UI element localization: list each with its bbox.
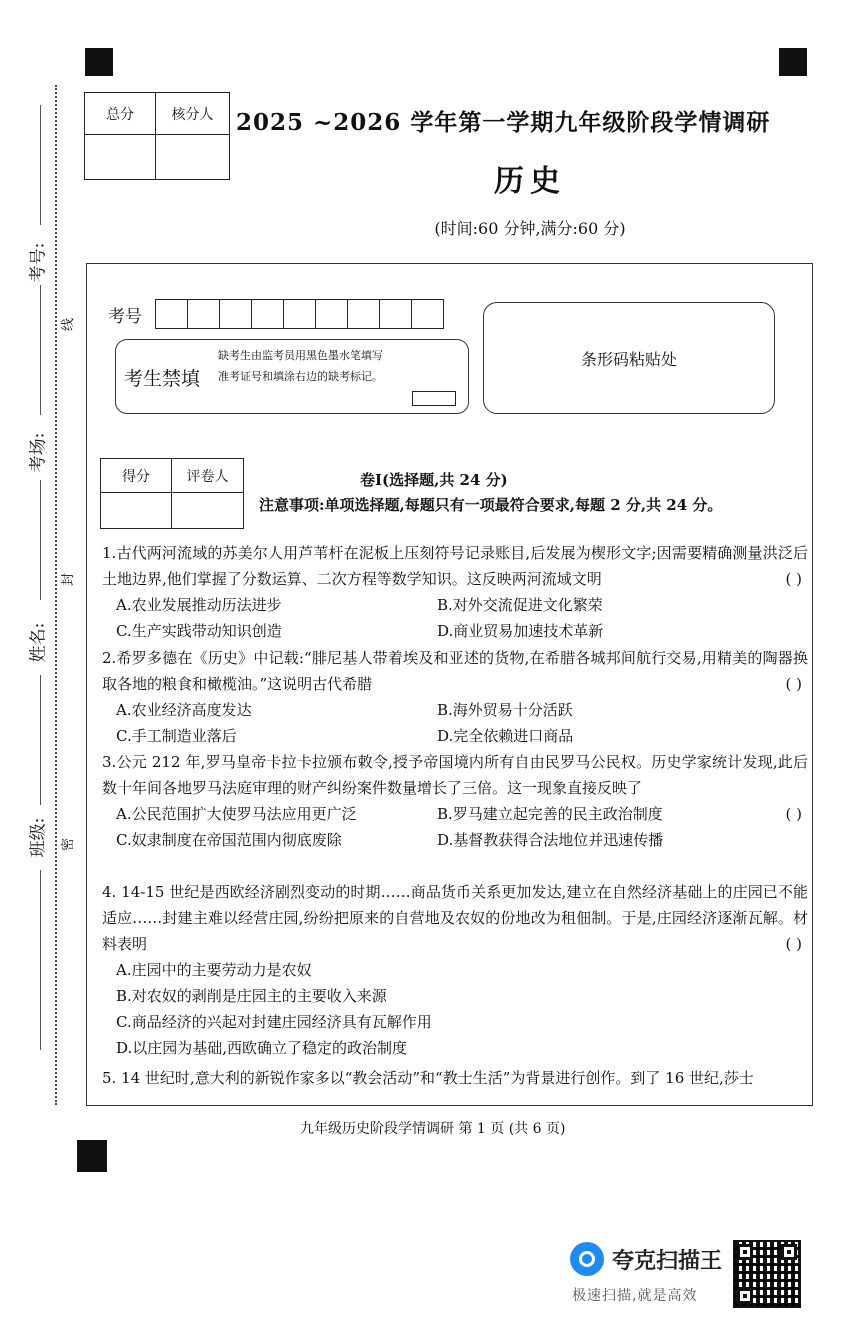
question-5 <box>102 1065 808 1091</box>
scanner-brand-name: 夸克扫描王 <box>612 1248 723 1274</box>
question-4 <box>102 879 808 1061</box>
option-c: C.奴隶制度在帝国范围内彻底废除 <box>116 831 342 849</box>
forbidden-area <box>115 339 469 414</box>
option-d: D.完全依赖进口商品 <box>437 727 574 745</box>
exam-number-box[interactable] <box>283 299 316 329</box>
option-a: A.公民范围扩大使罗马法应用更广泛 <box>116 805 357 823</box>
page-footer: 九年级历史阶段学情调研 第 1 页 (共 6 页) <box>300 1121 566 1137</box>
exam-number-box[interactable] <box>315 299 348 329</box>
option-d: D.商业贸易加速技术革新 <box>437 622 604 640</box>
question-2 <box>102 645 808 749</box>
registration-mark-top-right <box>779 48 807 76</box>
side-label-banji: 班级: <box>28 817 49 858</box>
option-a: A.庄园中的主要劳动力是农奴 <box>116 961 312 979</box>
option-a: A.农业经济高度发达 <box>116 701 252 719</box>
exam-number-box[interactable] <box>411 299 444 329</box>
barcode-area <box>483 302 775 414</box>
question-stem: 2.希罗多德在《历史》中记载:“腓尼基人带着埃及和亚述的货物,在希腊各城邦间航行交易,用精美的陶器换取各地的粮食和橄榄油。”这说明古代希腊 <box>102 649 808 693</box>
time-info: (时间:60 分钟,满分:60 分) <box>434 219 626 238</box>
exam-number-box[interactable] <box>251 299 284 329</box>
answer-bracket[interactable]: ( ) <box>785 570 802 588</box>
option-a: A.农业发展推动历法进步 <box>116 596 282 614</box>
total-score-label: 总分 <box>85 93 156 135</box>
grader-table <box>100 458 244 529</box>
forbidden-title: 考生禁填 <box>124 368 201 390</box>
side-mark-mi: 密 <box>61 837 77 852</box>
total-score-cell[interactable] <box>85 135 156 180</box>
option-b: B.对农奴的剥削是庄园主的主要收入来源 <box>116 987 387 1005</box>
question-stem: 5. 14 世纪时,意大利的新锐作家多以“教会活动”和“教士生活”为背景进行创作。到了 16 世纪,莎士 <box>102 1069 754 1087</box>
registration-mark-top-left <box>85 48 113 76</box>
checker-label: 核分人 <box>156 93 230 135</box>
exam-number-boxes[interactable] <box>155 299 443 329</box>
side-mark-feng: 封 <box>61 572 77 587</box>
grader-score-label: 得分 <box>101 459 172 493</box>
side-mark-xian: 线 <box>61 317 77 332</box>
grader-score-cell[interactable] <box>101 493 172 529</box>
question-stem: 3.公元 212 年,罗马皇帝卡拉卡拉颁布敕令,授予帝国境内所有自由民罗马公民权。历史学家统计发现,此后数十年间各地罗马法庭审理的财产纠纷案件数量增长了三倍。这一现象直接反映了 <box>102 753 808 797</box>
exam-title: 2025 ~2026 学年第一学期九年级阶段学情调研 <box>236 109 771 136</box>
answer-bracket[interactable]: ( ) <box>785 935 802 953</box>
forbidden-text: 缺考生由监考员用黑色墨水笔填写准考证号和填涂右边的缺考标记。 <box>218 349 383 383</box>
section-title: 卷Ⅰ(选择题,共 24 分) <box>360 471 508 489</box>
side-line-kaochang <box>40 285 41 415</box>
absence-mark-box[interactable] <box>412 391 456 406</box>
scanner-logo-icon <box>570 1242 604 1276</box>
exam-number-box[interactable] <box>379 299 412 329</box>
option-c: C.手工制造业落后 <box>116 727 237 745</box>
question-stem: 4. 14-15 世纪是西欧经济剧烈变动的时期……商品货币关系更加发达,建立在自然经济基础上的庄园已不能适应……封建主难以经营庄园,纷纷把原来的自营地及农奴的份地改为租佃制。于是,庄园经济逐渐瓦解。材料表明 <box>102 883 808 953</box>
barcode-label: 条形码粘贴处 <box>580 349 677 369</box>
side-label-xingming: 姓名: <box>28 622 49 663</box>
checker-cell[interactable] <box>156 135 230 180</box>
side-line-bottom <box>40 870 41 1050</box>
side-line-kaohao <box>40 105 41 225</box>
side-label-kaochang: 考场: <box>28 432 49 473</box>
exam-number-label: 考号 <box>108 307 142 327</box>
qr-code-icon <box>733 1240 801 1308</box>
registration-mark-bottom-left <box>77 1140 107 1172</box>
option-c: C.生产实践带动知识创造 <box>116 622 282 640</box>
grader-cell[interactable] <box>172 493 244 529</box>
subject-title: 历史 <box>494 164 566 199</box>
option-d: D.基督教获得合法地位并迅速传播 <box>437 831 664 849</box>
grader-label: 评卷人 <box>172 459 244 493</box>
question-1 <box>102 540 808 644</box>
binding-dotted-line <box>55 85 57 1105</box>
scanner-slogan: 极速扫描,就是高效 <box>572 1288 698 1304</box>
option-b: B.对外交流促进文化繁荣 <box>437 596 603 614</box>
option-b: B.罗马建立起完善的民主政治制度 <box>437 805 663 823</box>
score-table <box>84 92 230 180</box>
answer-bracket[interactable]: ( ) <box>785 675 802 693</box>
answer-bracket[interactable]: ( ) <box>785 805 802 823</box>
option-c: C.商品经济的兴起对封建庄园经济具有瓦解作用 <box>116 1013 432 1031</box>
exam-number-box[interactable] <box>155 299 188 329</box>
side-line-xingming <box>40 480 41 600</box>
question-3 <box>102 749 808 853</box>
question-stem: 1.古代两河流域的苏美尔人用芦苇杆在泥板上压刻符号记录账目,后发展为楔形文字;因需要精确测量洪泛后土地边界,他们掌握了分数运算、二次方程等数学知识。这反映两河流域文明 <box>102 544 808 588</box>
exam-number-box[interactable] <box>219 299 252 329</box>
option-d: D.以庄园为基础,西欧确立了稳定的政治制度 <box>116 1039 408 1057</box>
side-label-kaohao: 考号: <box>28 242 49 283</box>
side-line-banji <box>40 675 41 805</box>
scanner-brand <box>570 1242 722 1276</box>
option-b: B.海外贸易十分活跃 <box>437 701 573 719</box>
exam-number-box[interactable] <box>347 299 380 329</box>
section-notice: 注意事项:单项选择题,每题只有一项最符合要求,每题 2 分,共 24 分。 <box>259 496 723 514</box>
exam-number-box[interactable] <box>187 299 220 329</box>
